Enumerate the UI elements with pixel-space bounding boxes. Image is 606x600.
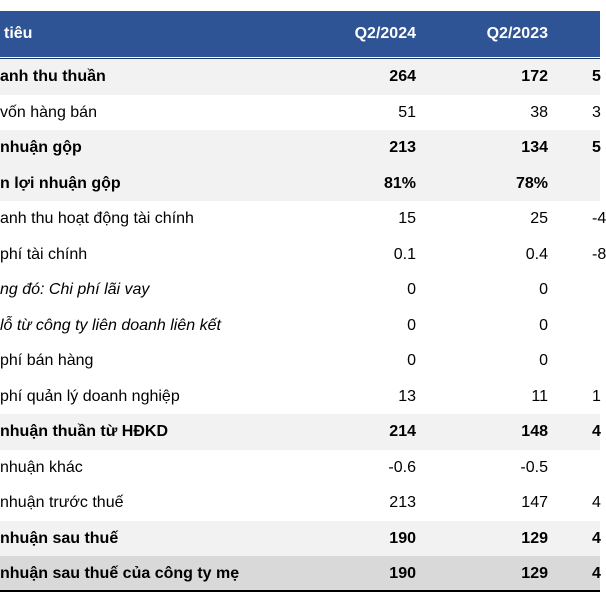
row-value-q2-2024: 0 bbox=[407, 352, 416, 369]
row-label: n lợi nhuận gộp bbox=[0, 174, 121, 192]
row-value-q2-2024: 81% bbox=[383, 174, 416, 192]
header-q2-2023: Q2/2023 bbox=[486, 25, 548, 42]
row-value-q2-2024: -0.6 bbox=[388, 458, 416, 476]
row-label: phí quản lý doanh nghiệp bbox=[0, 387, 180, 405]
table-row bbox=[0, 166, 600, 202]
row-value-q2-2023: 147 bbox=[521, 494, 548, 511]
row-value-change: -4 bbox=[592, 210, 606, 227]
row-value-change: 5 bbox=[592, 139, 601, 156]
row-value-q2-2023: 0 bbox=[539, 281, 548, 298]
row-value-q2-2023: 0 bbox=[539, 316, 548, 334]
table-row bbox=[0, 343, 600, 379]
row-value-q2-2023: 134 bbox=[521, 139, 548, 156]
row-value-q2-2024: 51 bbox=[398, 103, 416, 121]
row-value-q2-2023: 11 bbox=[531, 387, 548, 405]
header-label-column: tiêu bbox=[4, 25, 33, 42]
row-value-q2-2024: 214 bbox=[389, 423, 416, 440]
row-label: nhuận sau thuế bbox=[0, 529, 119, 547]
row-value-q2-2024: 15 bbox=[398, 210, 416, 227]
row-value-q2-2024: 0.1 bbox=[393, 245, 416, 263]
table-row bbox=[0, 414, 600, 450]
row-label: phí tài chính bbox=[0, 245, 88, 263]
row-value-q2-2024: 190 bbox=[389, 529, 416, 547]
table-row bbox=[0, 272, 600, 308]
row-value-q2-2024: 13 bbox=[398, 387, 416, 405]
table-row bbox=[0, 130, 600, 166]
row-value-q2-2023: 148 bbox=[521, 423, 548, 440]
table-row bbox=[0, 379, 600, 415]
row-label: nhuận khác bbox=[0, 458, 83, 476]
table-row bbox=[0, 485, 600, 521]
row-label: phí bán hàng bbox=[0, 352, 94, 369]
row-label: nhuận sau thuế của công ty mẹ bbox=[0, 565, 240, 582]
row-label: nhuận gộp bbox=[0, 139, 82, 156]
row-value-q2-2023: 25 bbox=[530, 210, 548, 227]
row-value-q2-2024: 0 bbox=[407, 316, 416, 334]
row-label: anh thu hoạt động tài chính bbox=[0, 210, 194, 227]
row-value-change: 1 bbox=[592, 387, 601, 405]
row-value-q2-2023: 129 bbox=[521, 529, 548, 547]
row-value-q2-2024: 213 bbox=[389, 494, 416, 511]
header-q2-2024: Q2/2024 bbox=[354, 25, 416, 42]
table-row bbox=[0, 556, 600, 592]
row-value-q2-2024: 190 bbox=[389, 565, 416, 582]
row-label: lỗ từ công ty liên doanh liên kết bbox=[0, 316, 221, 334]
row-value-q2-2023: 0 bbox=[539, 352, 548, 369]
row-value-q2-2024: 0 bbox=[407, 281, 416, 298]
row-value-change: 4 bbox=[592, 423, 601, 440]
row-value-q2-2024: 264 bbox=[389, 68, 416, 85]
table-row bbox=[0, 201, 606, 237]
row-label: nhuận trước thuế bbox=[0, 494, 124, 511]
row-value-q2-2023: -0.5 bbox=[520, 458, 548, 476]
row-value-q2-2024: 213 bbox=[389, 139, 416, 156]
table-row bbox=[0, 237, 606, 273]
row-value-q2-2023: 172 bbox=[521, 68, 548, 85]
row-value-q2-2023: 38 bbox=[530, 103, 548, 121]
table-row bbox=[0, 521, 600, 557]
row-label: vốn hàng bán bbox=[0, 103, 97, 121]
row-value-q2-2023: 78% bbox=[515, 174, 548, 192]
row-value-change: 4 bbox=[592, 565, 601, 582]
row-value-change: 3 bbox=[592, 103, 601, 121]
row-value-change: -8 bbox=[592, 245, 606, 263]
row-value-change: 4 bbox=[592, 529, 601, 547]
table-row bbox=[0, 59, 600, 95]
row-label: anh thu thuần bbox=[0, 68, 106, 85]
row-value-q2-2023: 0.4 bbox=[525, 245, 548, 263]
row-label: nhuận thuần từ HĐKD bbox=[0, 423, 169, 440]
row-label: ng đó: Chi phí lãi vay bbox=[0, 281, 150, 298]
row-value-change: 4 bbox=[592, 494, 601, 511]
table-row bbox=[0, 308, 600, 344]
table-bottom-border bbox=[0, 590, 600, 592]
table-row bbox=[0, 450, 600, 486]
table-header bbox=[0, 11, 600, 57]
row-value-change: 5 bbox=[592, 68, 601, 85]
table-row bbox=[0, 95, 600, 131]
row-value-q2-2023: 129 bbox=[521, 565, 548, 582]
